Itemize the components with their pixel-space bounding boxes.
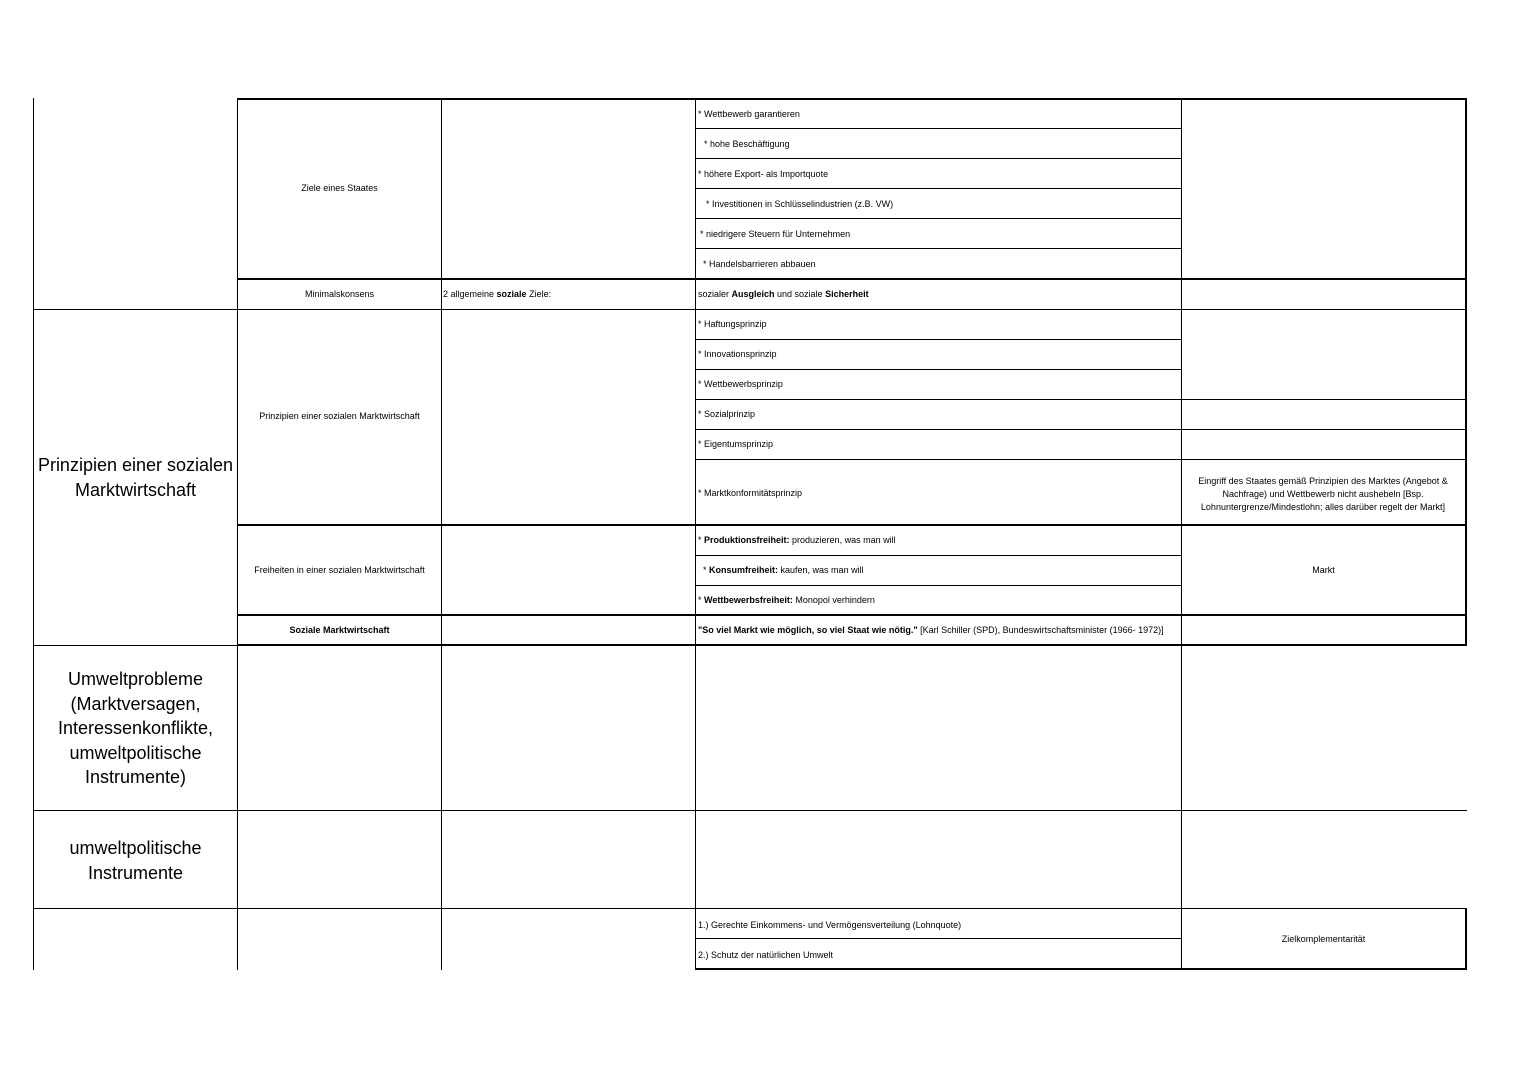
label-soziale-marktwirtschaft: Soziale Marktwirtschaft: [289, 625, 390, 635]
list-item: * niedrigere Steuern für Unternehmen: [700, 229, 851, 239]
list-item: * Wettbewerbsprinzip: [698, 379, 783, 389]
list-item: * Innovationsprinzip: [698, 349, 777, 359]
label-freiheiten: Freiheiten in einer sozialen Marktwirtschaft: [254, 565, 425, 575]
section-label-prinzipien: Prinzipien einer sozialen Marktwirtschaft: [37, 455, 234, 500]
list-item: * hohe Beschäftigung: [704, 139, 790, 149]
section-label-umweltprobleme: Umweltprobleme (Marktversagen, Interessenkonflikte, umweltpolitische Instrumente): [57, 669, 214, 787]
list-item: * Haftungsprinzip: [698, 319, 767, 329]
list-item: * Investitionen in Schlüsselindustrien (z.B. VW): [706, 199, 894, 209]
list-item: * Konsumfreiheit: kaufen, was man will: [703, 565, 864, 575]
list-item: * Handelsbarrieren abbauen: [703, 259, 816, 269]
list-item: 1.) Gerechte Einkommens- und Vermögensverteilung (Lohnquote): [698, 920, 962, 930]
list-item: 2.) Schutz der natürlichen Umwelt: [698, 950, 834, 960]
markt-label: Markt: [1312, 565, 1335, 575]
eingriff-note: Eingriff des Staates gemäß Prinzipien des Marktes (Angebot & Nachfrage) und Wettbewerb nicht aushebeln [Bsp. Lohnuntergrenze/Mindestlohn; alles darüber regelt der Markt]: [1198, 476, 1448, 512]
label-minimalkonsens: Minimalskonsens: [304, 289, 375, 299]
list-item: * Sozialprinzip: [698, 409, 756, 419]
schiller-quote: "So viel Markt wie möglich, so viel Staat wie nötig." [Karl Schiller (SPD), Bundeswirtschaftsminister (1966- 1972)]: [698, 625, 1164, 635]
list-item: * Wettbewerb garantieren: [698, 109, 800, 119]
list-item: * Marktkonformitätsprinzip: [698, 488, 803, 498]
list-item: * höhere Export- als Importquote: [698, 169, 829, 179]
section-label-instrumente: umweltpolitische Instrumente: [69, 838, 202, 883]
list-item: * Produktionsfreiheit: produzieren, was man will: [698, 535, 896, 545]
list-item: * Wettbewerbsfreiheit: Monopol verhindern: [698, 595, 875, 605]
ausgleich-sicherheit-text: sozialer Ausgleich und soziale Sicherheit: [698, 289, 869, 299]
label-ziele-eines-staates: Ziele eines Staates: [301, 183, 378, 193]
list-item: * Eigentumsprinzip: [698, 439, 774, 449]
zielkomplementaritaet-label: Zielkomplementarität: [1281, 934, 1366, 944]
allgemeine-ziele-text: 2 allgemeine soziale Ziele:: [443, 289, 552, 299]
label-prinzipien: Prinzipien einer sozialen Marktwirtschaft: [259, 411, 420, 421]
